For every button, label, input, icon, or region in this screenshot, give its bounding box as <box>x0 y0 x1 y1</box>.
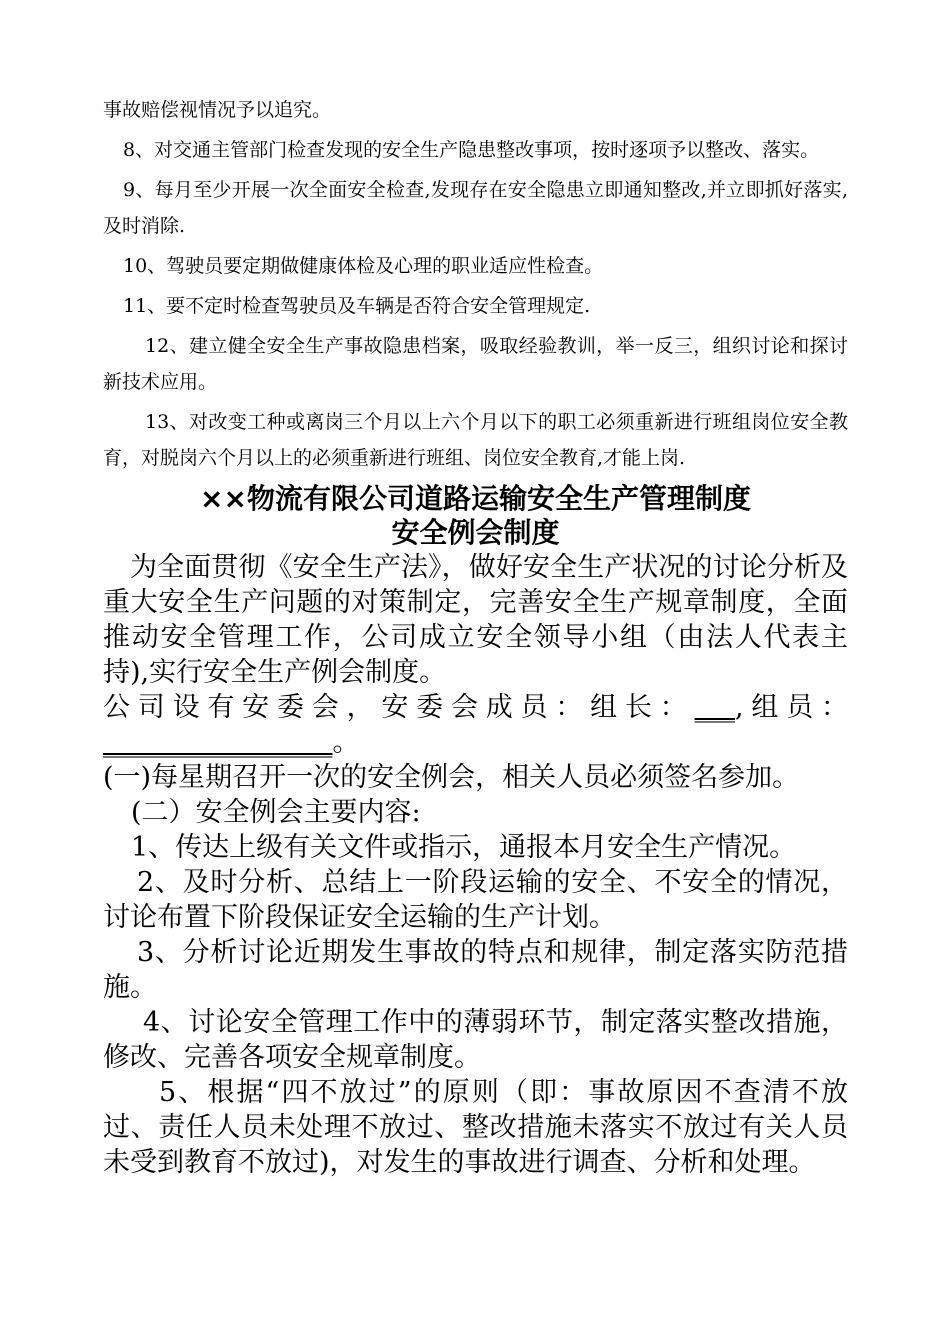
content-item-1: 1、传达上级有关文件或指示，通报本月安全生产情况。 <box>131 832 797 863</box>
content-item-3: 3、分析讨论近期发生事故的特点和规律，制定落实防范措施。 <box>103 937 848 1003</box>
document-subtitle: 安全例会制度 <box>391 516 560 549</box>
paragraph-item-10: 10、驾驶员要定期做健康体检及心理的职业适应性检查。 <box>123 255 604 277</box>
paragraph-accident-compensation: 事故赔偿视情况予以追究。 <box>103 99 332 121</box>
committee-prefix: 公司设有安委会，安委会成员：组长： <box>103 692 695 723</box>
committee-mid: ,组员： <box>735 692 848 723</box>
document-page <box>103 92 848 1180</box>
intro-paragraph: 为全面贯彻《安全生产法》，做好安全生产状况的讨论分析及重大安全生产问题的对策制定，完善安全生产规章制度，全面推动安全管理工作，公司成立安全领导小组（由法人代表主持),实行安全生产例会制度。 <box>103 552 848 688</box>
paragraph-item-11: 11、要不定时检查驾驶员及车辆是否符合安全管理规定. <box>123 295 591 317</box>
paragraph-item-13: 13、对改变工种或离岗三个月以上六个月以下的职工必须重新进行班组岗位安全教育，对脱岗六个月以上的必须重新进行班组、岗位安全教育,才能上岗. <box>103 411 848 469</box>
content-item-2: 2、及时分析、总结上一阶段运输的安全、不安全的情况，讨论布置下阶段保证安全运输的生产计划。 <box>103 867 848 933</box>
paragraph-item-8: 8、对交通主管部门检查发现的安全生产隐患整改事项，按时逐项予以整改、落实。 <box>123 139 820 161</box>
content-item-5: 5、根据“四不放过”的原则（即：事故原因不查清不放过、责任人员未处理不放过、整改措施未落实不放过有关人员未受到教育不放过)，对发生的事故进行调查、分析和处理。 <box>103 1077 848 1178</box>
committee-line <box>103 690 848 760</box>
committee-suffix: 。 <box>332 727 360 758</box>
paragraph-item-12: 12、建立健全安全生产事故隐患档案，吸取经验教训，举一反三，组织讨论和探讨新技术应用。 <box>103 335 848 393</box>
clause-one: (一)每星期召开一次的安全例会，相关人员必须签名参加。 <box>103 762 800 793</box>
clause-two-heading: (二）安全例会主要内容: <box>131 797 421 828</box>
content-item-4: 4、讨论安全管理工作中的薄弱环节，制定落实整改措施，修改、完善各项安全规章制度。 <box>103 1007 848 1073</box>
paragraph-item-9: 9、每月至少开展一次全面安全检查,发现存在安全隐患立即通知整改,并立即抓好落实,及时消除. <box>103 179 848 237</box>
leader-blank: ___ <box>694 692 736 723</box>
document-title: ××物流有限公司道路运输安全生产管理制度 <box>200 482 751 515</box>
members-blank: _________________ <box>103 727 333 758</box>
